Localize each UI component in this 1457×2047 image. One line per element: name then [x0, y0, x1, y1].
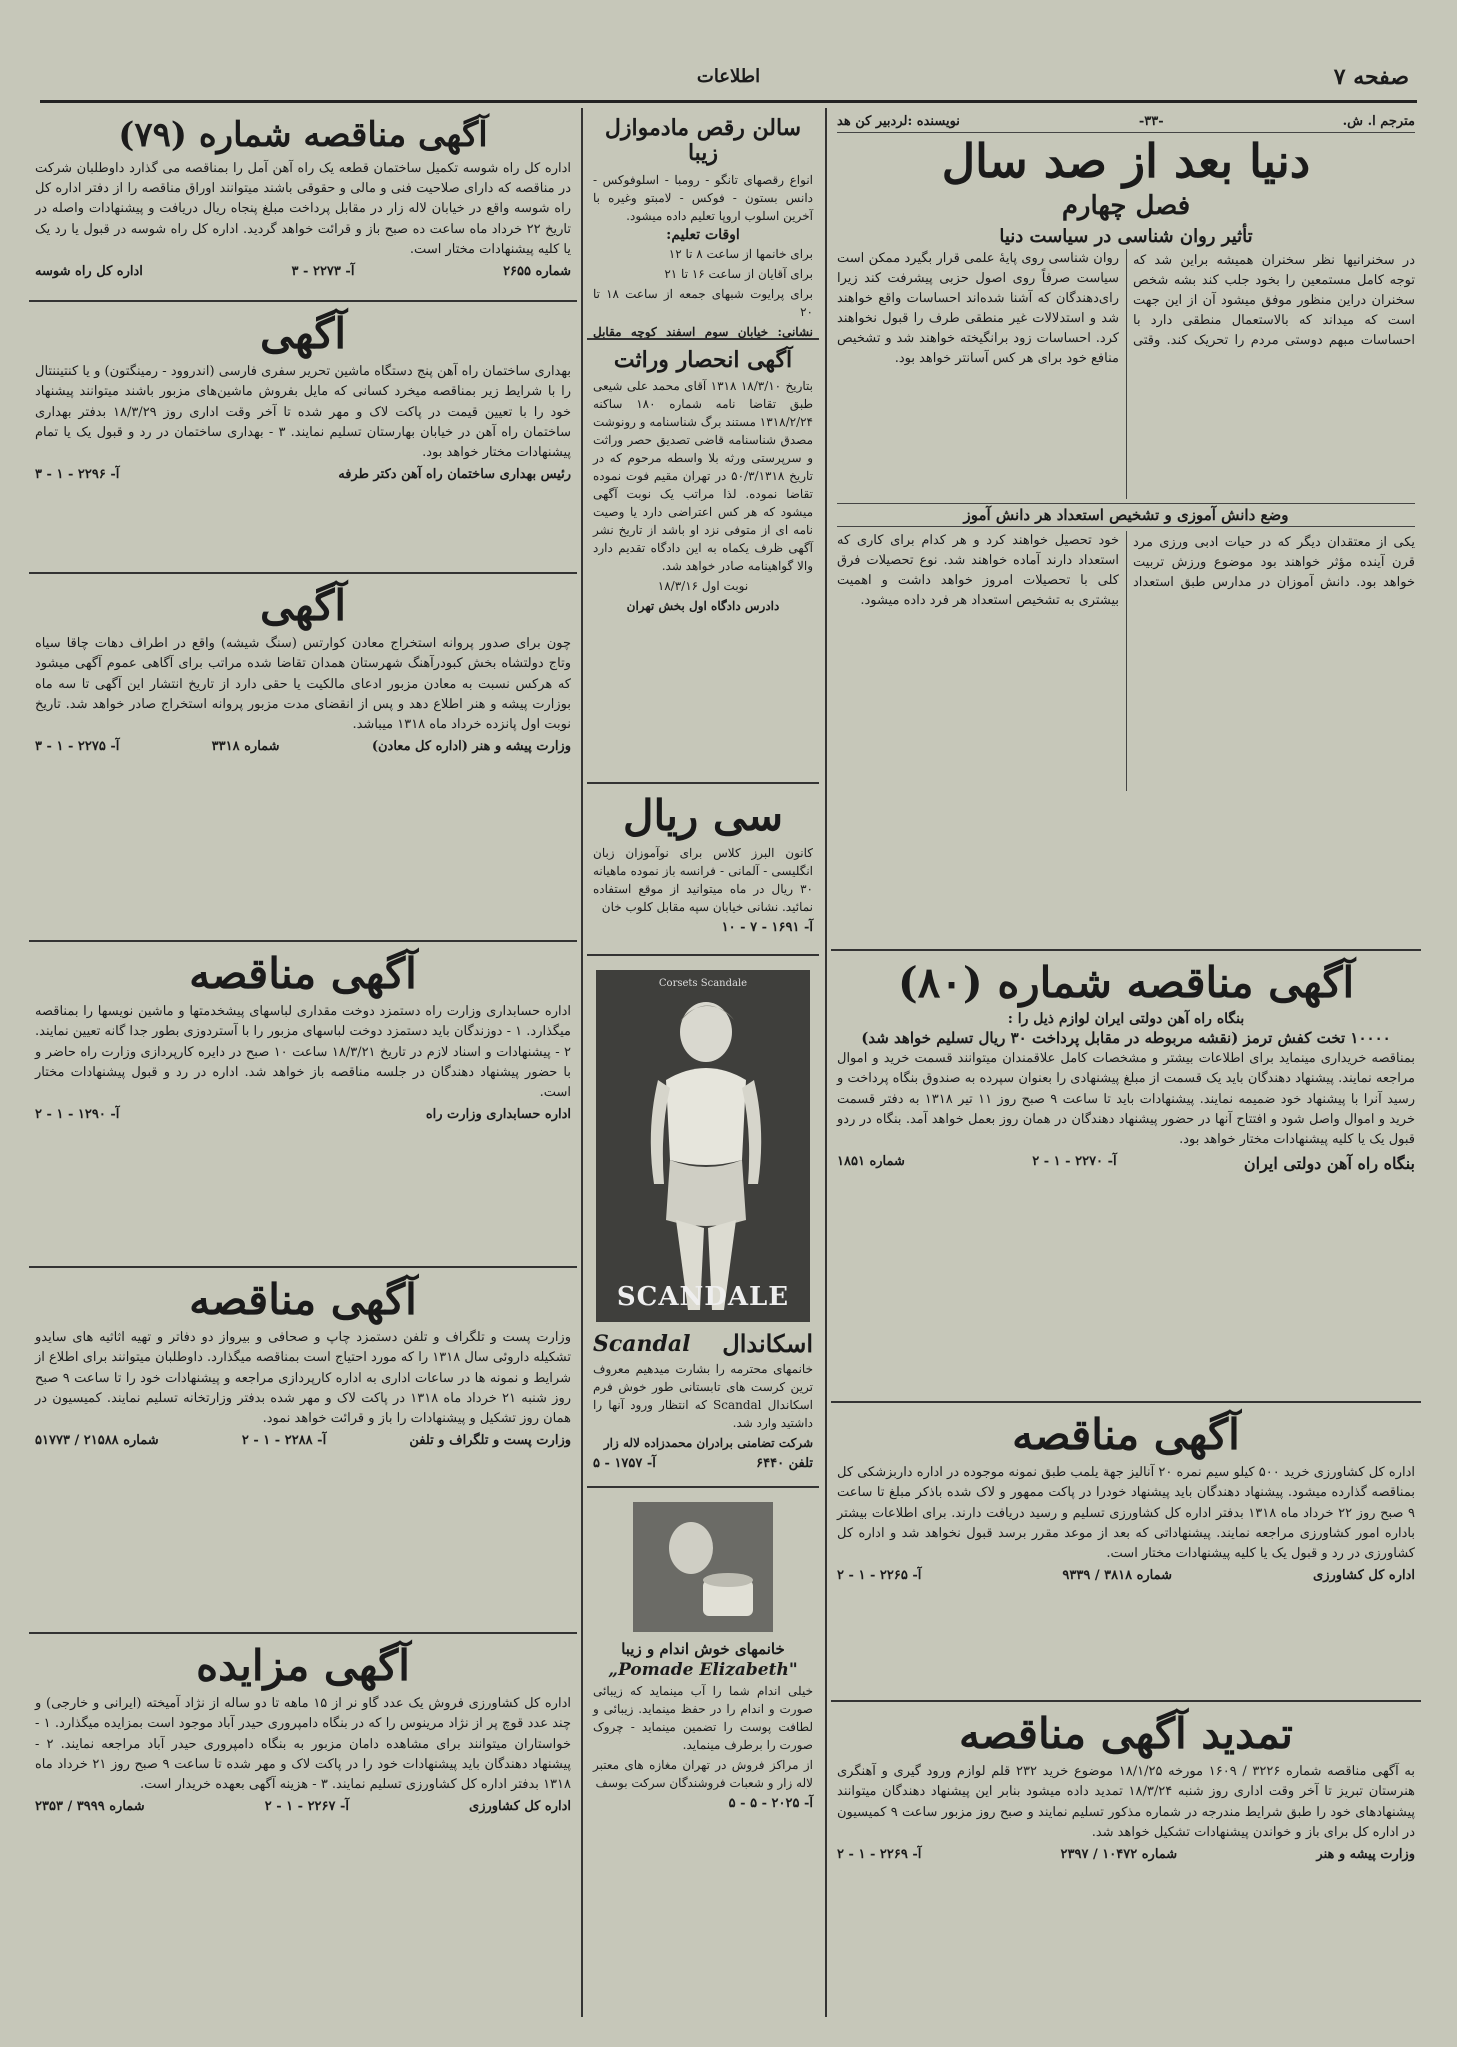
dance-hall-ad [587, 108, 819, 340]
corset-photo-caption: Corsets Scandale [658, 978, 748, 989]
pomade-body: خیلی اندام شما را آب مینماید که زیبائی صورت و اندام را در حفظ مینماید. زیبائی و لطافت پوست را تضمین مینماید - چروک صورت را برطرف مینماید. [593, 1684, 813, 1752]
tender-post-title: آگهی مناقصه [189, 1275, 417, 1324]
dance-hours-1: برای خانمها از ساعت ۸ تا ۱۲ [668, 246, 813, 261]
scandale-ad [587, 956, 819, 1488]
tender-79-sign: اداره کل راه شوسه [35, 263, 143, 279]
notice-mine [29, 574, 577, 942]
auction-body: اداره کل کشاورزی فروش یک عدد گاو نر از ۱۵ ماهه تا دو ساله از نژاد آمیخته (ایرانی و خارجی) و چند عدد قوچ پر از نژاد مرینوس را که در بنگاه دامپروری حیدر آباد موجود است بمزایده میگذارد. ۱ - خواستاران میتوانند برای مشاهده دامان مزبور به بنگاه دامپروری حیدر آباد مراجعه نمایند. ۲ - پیشنهاد دهندگان باید پیشنهادات خود را در پاکت لاک و مهر شده تا ساعت ۹ صبح روز ۲۱ خرداد ماه ۱۳۱۸ بدفتر اداره کل کشاورزی تسلیم نمایند. ۳ - هزینه آگهی بعهده خریدار است. [35, 1696, 572, 1792]
tender-accounting-title: آگهی مناقصه [189, 949, 417, 998]
dance-hours-label: اوقات تعلیم: [666, 226, 740, 243]
column-divider [825, 108, 827, 2017]
auction-num: شماره ۳۹۹۹ / ۲۳۵۳ [35, 1799, 145, 1814]
dance-title: سالن رقص مادموازل زیبا [604, 115, 802, 167]
tender-agri-footer [837, 1568, 1415, 1583]
corset-photo-brand: SCANDALE [616, 1282, 790, 1312]
tender-80-title: آگهی مناقصه شماره (۸۰) [897, 958, 1355, 1007]
tender-renewal-sign: وزارت پیشه و هنر [1316, 1846, 1415, 1862]
tender-agri-title: آگهی مناقصه [1012, 1410, 1240, 1459]
column-right [831, 108, 1421, 2017]
scandal-seller: شرکت تضامنی برادران محمدزاده لاله زار [603, 1435, 813, 1450]
corset-photo [596, 970, 810, 1322]
notice-mine-code: آ- ۲۲۷۵ - ۱ - ۳ [35, 739, 120, 754]
corset-model-image [596, 970, 810, 1322]
serial-byline [837, 114, 1415, 133]
tender-accounting-code: آ- ۱۲۹۰ - ۱ - ۲ [35, 1107, 120, 1122]
tender-79-body: اداره کل راه شوسه تکمیل ساختمان قطعه یک راه آهن آمل را بمناقصه می گذارد داوطلبان شرکت در مناقصه که دارای صلاحیت فنی و مالی و حقوقی باشند میتوانند اوراق مناقصه را از دفتر اداره کل راه شوسه واقع در خیابان لاله زار در مقابل پرداخت مبلغ پنجاه ریال دریافت و پیشنهادات واصله در تاریخ ۲۲ خرداد ماه ساعت ده صبح باز و قرائت خواهد گردید. اداره کل راه شوسه در قبول یا رد یک یا کلیه پیشنهادات مختار است. [35, 161, 571, 257]
author: نویسنده :لردبیر کن هد [837, 114, 960, 129]
scandal-phone: تلفن ۶۴۴۰ [756, 1455, 813, 1471]
auction-code: آ- ۲۲۶۷ - ۱ - ۲ [264, 1799, 350, 1814]
tender-post [29, 1268, 577, 1634]
column-divider [581, 108, 583, 2017]
translator: مترجم ا. ش. [1342, 114, 1415, 129]
tender-accounting [29, 942, 577, 1268]
auction-title: آگهی مزایده [196, 1641, 410, 1690]
tender-agri-num: شماره ۳۸۱۸ / ۹۳۳۹ [1062, 1568, 1173, 1583]
page-number: صفحه ۷ [1333, 64, 1409, 90]
tender-renewal-code: آ- ۲۲۶۹ - ۱ - ۲ [837, 1846, 922, 1862]
notice-typewriters-code: آ- ۲۲۹۶ - ۱ - ۳ [35, 467, 120, 482]
serial-text-2: یکی از معتقدان دیگر که در حیات ادبی ورزی مرد قرن آینده مؤثر خواهند بود موضوع ورزش تربیت خواهد بود. دانش آموزان در مدارس طبق استعداد خود تحصیل خواهند کرد و هر کدام برای کاری که استعداد دارند آماده خواهند شد. نوع تحصیلات فرق کلی با تحصیلات امروز خواهد داشت و اهمیت بیشتری به تشخیص استعداد هر فرد داده میشود. [837, 532, 1415, 609]
notice-typewriters-title: آگهی [259, 309, 347, 358]
serial-text: در سخنرانیها نظر سخنران همیشه براین شد که توجه کامل مستمعین را بخود جلب کند بشه شخص سخنران دراین منظور موفق میشود آن از این جهت است که میداند که بالاستعمال منطقی دارد با احساسات مبهم دوستی مردم را تحریک کند. وقتی روان شناسی روی پایهٔ علمی قرار بگیرد ممکن است سیاست صرفاً روی اصول حزبی پیشرفت کند زیرا رای‌دهندگان که آشنا شده‌اند احساسات واقع خواهند شد و استدلالات غیر منطقی طرف را قبول نخواهند کرد. احساسات زود برانگیخته خواهند شد و تشخیص منافع خود برای هر کس آسانتر خواهد بود. [837, 250, 1415, 367]
tender-79-num: شماره ۲۶۵۵ [503, 263, 571, 279]
inheritance-ad [587, 340, 819, 784]
inheritance-court: دادرس دادگاه اول بخش تهران [626, 599, 780, 614]
pomade-code: آ- ۲۰۲۵ - ۵ - ۵ [728, 1796, 813, 1811]
tender-agri-body: اداره کل کشاورزی خرید ۵۰۰ کیلو سیم نمره ۲۰ آنالیز جهة یلمب طبق نمونه موجوده در اداره داربزشکی کل بمناقصه گذارده میشود. پیشنهاد دهندگان باید پیشنهاد خودرا در پاکت ممهور و لاک شده باذکر مبلغ تا ساعت ۹ صبح روز ۲۲ خرداد ماه ۱۳۱۸ بدفتر اداره کل کشاورزی تسلیم و رسید دریافت دارند. برای اطلاعات بیشتر باداره امور کشاورزی مراجعه نمایند. پیشنهاداتی که بعد از موعد مقرر برسد قبول نخواهد شد و اداره کل کشاورزی در رد و قبول یک یا کلیه پیشنهادات مختار است. [837, 1465, 1416, 1561]
tender-renewal-body: به آگهی مناقصه شماره ۳۲۲۶ / ۱۶۰۹ مورخه ۱۸/۱/۲۵ موضوع خرید ۲۳۲ قلم لوازم ورود گیری و آهنگری هنرستان تبریز تا آخر وقت اداری روز شنبه ۱۸/۳/۲۴ تمدید داده میشود بنابر این پیشنهاد دهندگان میتوانند پیشنهادهای خود را طبق شرایط مندرجه در شماره مذکور تسلیم نمایند و صبح روز مزبور ساعت ۹ کمیسیون در اداره کل برای باز و خواندن پیشنهادات تشکیل خواهد شد. [837, 1764, 1416, 1840]
tender-80-code: آ- ۲۲۷۰ - ۱ - ۲ [1032, 1154, 1117, 1169]
thirty-rial-ad [587, 784, 819, 956]
pomade-title: خانمهای خوش اندام و زیبا [621, 1640, 785, 1658]
tender-80-lead: بنگاه راه آهن دولتی ایران لوازم ذیل را : [1007, 1011, 1245, 1028]
tender-agri-code: آ- ۲۲۶۵ - ۱ - ۲ [837, 1568, 922, 1583]
notice-mine-num: شماره ۳۳۱۸ [211, 739, 280, 754]
column-left [29, 108, 577, 2017]
tender-80 [831, 951, 1421, 1403]
dance-address: نشانی: خیابان سوم اسفند کوچه مقابل [593, 324, 813, 339]
serial-subheading: وضع دانش آموزی و تشخیص استعداد هر دانش آموز [837, 503, 1415, 527]
rial-code: آ- ۱۶۹۱ - ۷ - ۱۰ [721, 920, 813, 936]
tender-agri [831, 1403, 1421, 1702]
pomade-where: از مراکز فروش در تهران مغازه های معتبر لاله زار و شعبات فروشندگان سرکت بوسف [593, 1758, 813, 1790]
pomade-jar-image [633, 1502, 773, 1632]
tender-accounting-sign: اداره حسابداری وزارت راه [425, 1107, 571, 1122]
serial-article [831, 108, 1421, 951]
tender-post-num: شماره ۲۱۵۸۸ / ۵۱۷۷۳ [35, 1433, 159, 1448]
tender-80-num: شماره ۱۸۵۱ [837, 1154, 905, 1169]
scandal-logo: Scandal [593, 1330, 691, 1357]
tender-accounting-body: اداره حسابداری وزارت راه دستمزد دوخت مقداری لباسهای پیشخدمتها و ماشین نویسها را بمناقصه میگذارد. ۱ - دوزندگان باید دستمزد دوخت لباسهای مزبور را با آستردوزی بطور جدا گانه تعیین نمایند. ۲ - پیشنهادات و اسناد لازم در تاریخ ۱۸/۳/۲۱ ساعت ۱۰ صبح در دایره کارپردازی وزارت راه حاضر و با حضور پیشنهاد دهندگان در جلسه مناقصه باز خواهد شد. اداره در رد و قبول پیشنهادات مختار است. [35, 1004, 571, 1100]
scandal-code: آ- ۱۷۵۷ - ۵ [593, 1455, 656, 1471]
tender-renewal-footer [837, 1847, 1415, 1862]
rial-body: کانون البرز کلاس برای نوآموزان زبان انگلیسی - آلمانی - فرانسه باز نموده ماهیانه ۳۰ ریال در ماه میتوانید از موقع استفاده نمائید. نشانی خیابان سپه مقابل کلوب خان [593, 846, 813, 915]
tender-79-code: آ- ۲۲۷۳ - ۳ [291, 263, 355, 279]
notice-typewriters-body: بهداری ساختمان راه آهن پنج دستگاه ماشین تحریر سفری فارسی (اندروود - رمینگتون) و یا کنتیننتال را با شرایط زیر بمناقصه میخرد کسانی که مایل بفروش ماشین‌های مزبور باشند میتوانند پیشنهاد خود را با تعیین قیمت در پاکت لاک و مهر شده تا آخر وقت اداری روز ۱۸/۳/۲۹ بدفتر بهداری ساختمان راه آهن در خیابان بهارستان تسلیم نمایند. ۳ - بهداری ساختمان در رد و قبول یک یا تمام پیشنهادات مختار خواهد بود. [35, 364, 572, 460]
page-header [40, 60, 1417, 103]
tender-79 [29, 108, 577, 302]
inheritance-date: نوبت اول ۱۸/۳/۱۶ [657, 579, 749, 594]
serial-section: تأثیر روان شناسی در سیاست دنیا [999, 225, 1253, 247]
auction-sign: اداره کل کشاورزی [469, 1799, 571, 1814]
pomade-photo [633, 1502, 773, 1632]
tender-post-sign: وزارت پست و تلگراف و تلفن [409, 1433, 571, 1448]
inheritance-title: آگهی انحصار وراثت [613, 347, 793, 373]
tender-79-title: آگهی مناقصه شماره (۷۹) [118, 115, 488, 155]
dance-hours-3: برای پرایوت شبهای جمعه از ساعت ۱۸ تا ۲۰ [593, 286, 813, 319]
tender-post-body: وزارت پست و تلگراف و تلفن دستمزد چاپ و صحافی و بیرواز دو دفاتر و تهیه اثاثیه های سایدو تشکیله داروئی سال ۱۳۱۸ را که مورد احتیاج است بمناقصه میگذارد. داوطلبان میتوانند برای اطلاع از شرایط و نمونه ها در ساعات اداری به اداره کارپردازی مراجعه و پیشنهادات خود را تا ساعت ۹ صبح روز شنبه ۲۱ خرداد ماه ۱۳۱۸ در پاکت لاک و مهر شده بدفتر وزارتخانه تسلیم نمایند. کمیسیون در همان روز تشکیل و پیشنهادات را باز و قرائت خواهد نمود. [35, 1330, 572, 1426]
serial-body [837, 249, 1415, 499]
serial-chapter: فصل چهارم [1061, 190, 1191, 221]
tender-80-item: ۱۰۰۰۰ تخت کفش ترمز (نقشه مربوطه در مقابل پرداخت ۳۰ ریال تسلیم خواهد شد) [861, 1029, 1391, 1048]
dance-hours-2: برای آقایان از ساعت ۱۶ تا ۲۱ [664, 266, 813, 281]
serial-number: -۳۳- [1138, 114, 1164, 129]
pomade-brand: „Pomade Elizabeth" [608, 1660, 798, 1680]
notice-typewriters [29, 302, 577, 574]
tender-post-code: آ- ۲۲۸۸ - ۱ - ۲ [241, 1433, 327, 1448]
column-middle [587, 108, 819, 2017]
tender-renewal-num: شماره ۱۰۴۷۲ / ۲۳۹۷ [1060, 1846, 1178, 1862]
notice-mine-title: آگهی [259, 581, 347, 630]
tender-renewal-title: تمدید آگهی مناقصه [958, 1709, 1293, 1758]
pomade-ad [587, 1488, 819, 1819]
scandal-body: خانمهای محترمه را بشارت میدهیم معروف ترین کرست های تابستانی طور خوش فرم اسکاندال Scandal که انتظار ورود آنها را داشتید وارد شد. [593, 1361, 813, 1430]
tender-80-body: بمناقصه خریداری مینماید برای اطلاعات بیشتر و مشخصات کامل علاقمندان میتوانند قسمت خرید و اموال مراجعه نمایند. پیشنهاد دهندگان باید یک قسمت از مبلغ پیشنهادی را بعنوان سپرده به صندوق بنگاه پرداخت و رسید آنرا با پیشنهاد خود ضمیمه نمایند. پیشنهادات باید تا ساعت ۹ صبح روز ۱۱ تیر ۱۳۱۸ به دفتر قسمت خرید و اموال واصل شود و افتتاح آنها در حضور پیشنهاد دهندگان در همان روز بعمل خواهد آمد. بنگاه در ردو قبول یک یا کلیه پیشنهادات مختار خواهد بود. [837, 1051, 1416, 1147]
tender-80-footer [837, 1154, 1415, 1173]
serial-body-2 [837, 531, 1415, 791]
auction-ad [29, 1634, 577, 1822]
inheritance-body: بتاریخ ۱۸/۳/۱۰ ۱۳۱۸ آقای محمد علی شیعی طبق تقاضا نامه شماره ۱۸۰ ساکنه ۱۳۱۸/۲/۲۴ مستند برگ شناسنامه و رونوشت مصدق شناسنامه قاضی تصدیق حصر وراثت و سرپرستی ورثه بلا واسطه مرحوم که در تاریخ ۵۰/۳/۱۳۱۸ در تهران مقیم فوت نموده تقاضا نموده. لذا مراتب یک نوبت آگهی میشود که هر کس اعتراضی دارد یا وصیت نامه ای از متوفی نزد او باشد از تاریخ نشر آگهی ظرف یکماه به این دادگاه تقدیم دارد والا گواهینامه صادر خواهد شد. [593, 379, 814, 574]
paper-name: اطلاعات [696, 66, 761, 87]
notice-typewriters-sign: رئیس بهداری ساختمان راه آهن دکتر طرفه [338, 467, 571, 482]
dance-body: انواع رقصهای تانگو - رومبا - اسلوفوکس - دانس بستون - فوکس - لامبتو وغیره با آخرین اسلوب اروپا تعلیم داده میشود. [593, 172, 813, 223]
tender-agri-sign: اداره کل کشاورزی [1313, 1568, 1415, 1583]
rial-title: سی ریال [622, 791, 784, 840]
serial-title: دنیا بعد از صد سال [941, 134, 1311, 188]
tender-80-sign: بنگاه راه آهن دولتی ایران [1243, 1154, 1415, 1173]
tender-renewal [831, 1702, 1421, 1870]
notice-mine-sign: وزارت پیشه و هنر (اداره کل معادن) [371, 739, 571, 754]
notice-mine-body: چون برای صدور پروانه استخراج معادن کوارتس (سنگ شیشه) واقع در اطراف دهات چاقا سیاه وتاج دولتشاه بخش کبودرآهنگ شهرستان همدان تقاضا شده مراتب برای آگاهی عموم آگهی میشود که هرکس نسبت به معادن مزبور ادعای مالکیت یا حقی دارد از تاریخ انتشار این آگهی تا سه ماه بوزارت پیشه و هنر اطلاع دهد و پس از انقضای مدت مزبور پروانه استخراج صادر خواهد شد. تاریخ نوبت اول پانزده خرداد ماه ۱۳۱۸ میباشد. [35, 636, 571, 732]
scandal-fa: اسکاندال [722, 1329, 813, 1358]
